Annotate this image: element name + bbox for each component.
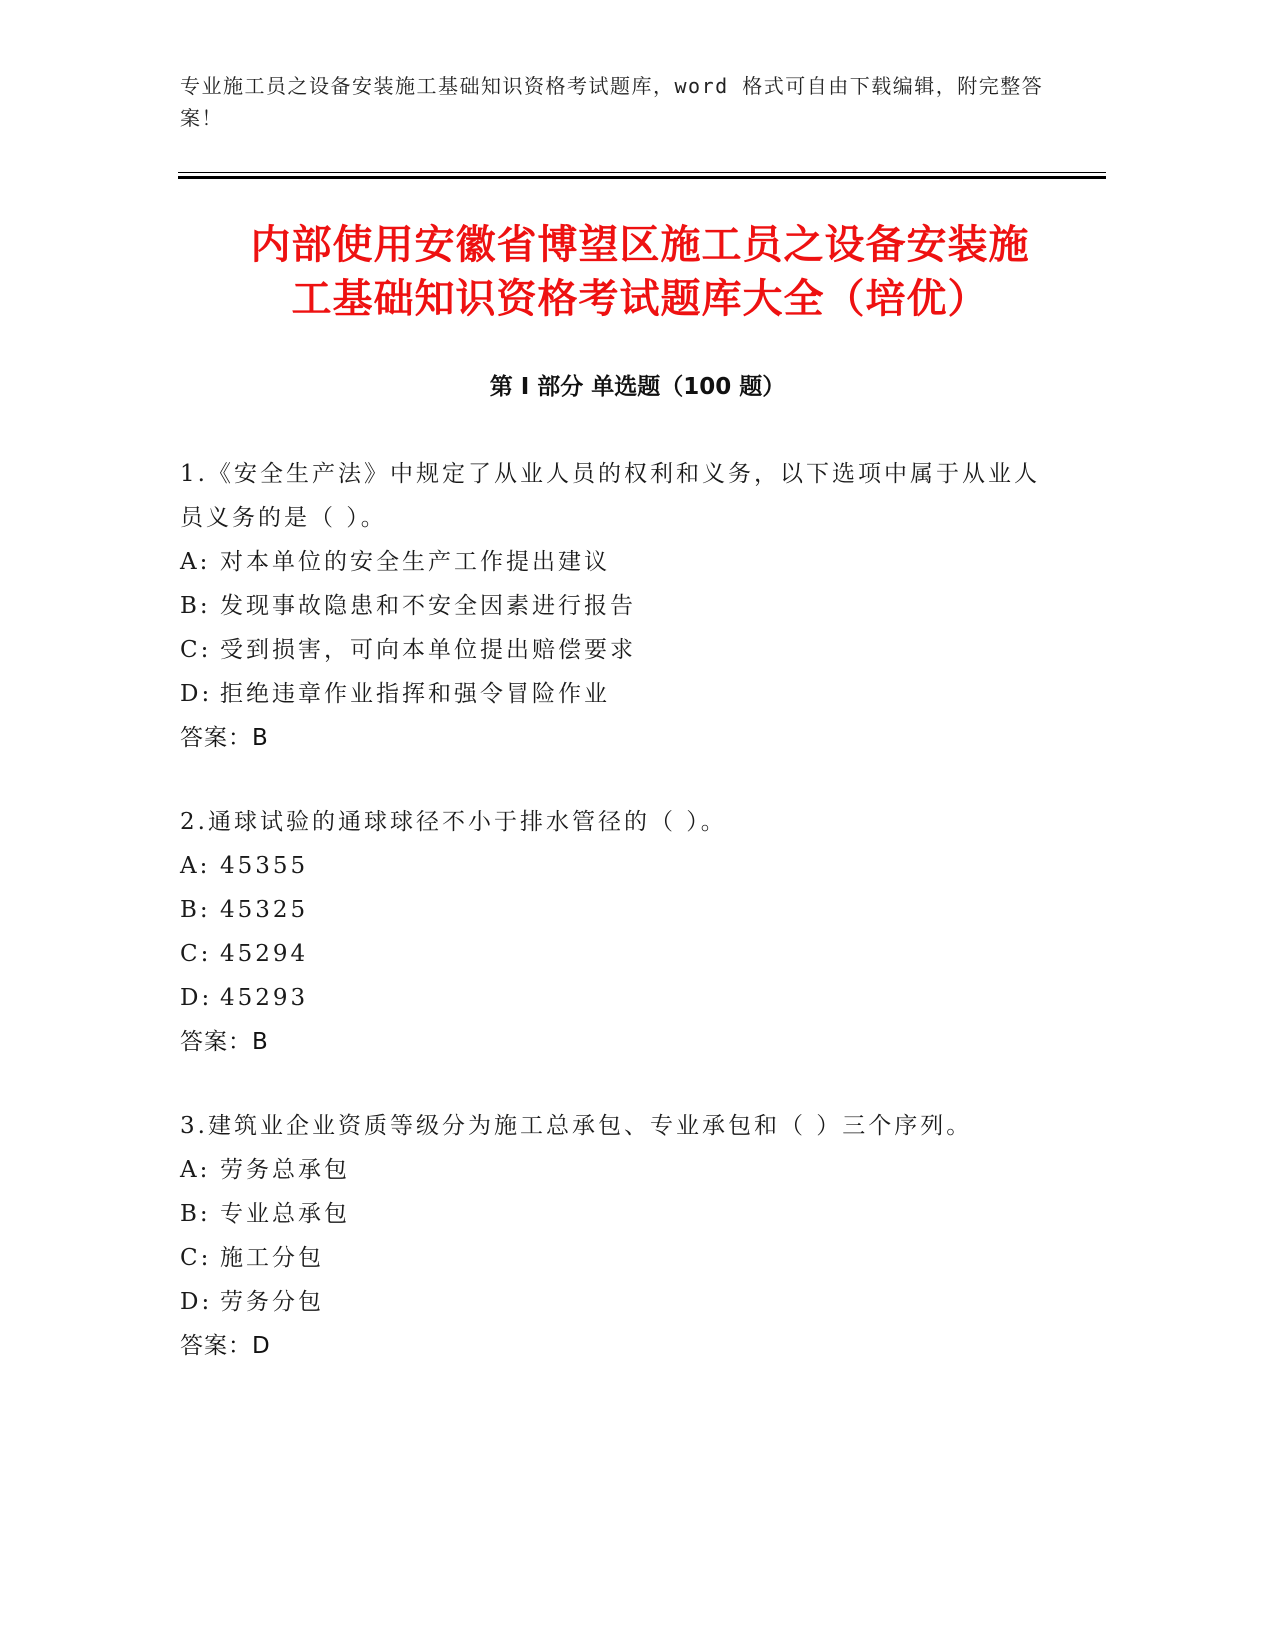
document-title-line-1: 内部使用安徽省博望区施工员之设备安装施: [250, 222, 1030, 268]
question-text: 3.建筑业企业资质等级分为施工总承包、专业承包和（ ）三个序列。: [180, 1113, 973, 1139]
option-text: 45294: [220, 941, 309, 967]
document-title-line-2: 工基础知识资格考试题库大全（培优）: [291, 276, 989, 322]
option-d: [180, 976, 1040, 1020]
option-c: [180, 932, 1040, 976]
option-d: [180, 672, 1040, 716]
option-letter: D:: [180, 681, 213, 707]
option-letter: D:: [180, 985, 213, 1011]
header-rule-thick: [178, 176, 1106, 179]
question-3: [180, 1104, 1040, 1368]
option-text: 45355: [220, 853, 309, 879]
option-letter: A:: [180, 549, 211, 575]
option-c: [180, 1236, 1040, 1280]
question-1: [180, 452, 1040, 760]
option-a: [180, 1148, 1040, 1192]
option-text: 发现事故隐患和不安全因素进行报告: [220, 593, 636, 619]
option-text: 受到损害，可向本单位提出赔偿要求: [220, 637, 636, 663]
answer-line: 答案：D: [180, 1333, 271, 1359]
option-letter: B:: [180, 897, 211, 923]
option-letter: C:: [180, 637, 212, 663]
option-text: 劳务分包: [220, 1289, 324, 1315]
option-text: 专业总承包: [220, 1201, 350, 1227]
option-letter: B:: [180, 1201, 211, 1227]
option-letter: A:: [180, 853, 211, 879]
answer-line: 答案：B: [180, 1029, 269, 1055]
option-letter: D:: [180, 1289, 213, 1315]
document-title: [160, 218, 1120, 326]
option-c: [180, 628, 1040, 672]
option-letter: A:: [180, 1157, 211, 1183]
question-list: [180, 452, 1040, 1408]
question-text: 2.通球试验的通球球径不小于排水管径的（ ）。: [180, 809, 727, 835]
option-text: 拒绝违章作业指挥和强令冒险作业: [220, 681, 610, 707]
option-letter: C:: [180, 1245, 212, 1271]
option-d: [180, 1280, 1040, 1324]
option-b: [180, 888, 1040, 932]
option-text: 45293: [220, 985, 309, 1011]
question-2: [180, 800, 1040, 1064]
answer-line: 答案：B: [180, 725, 269, 751]
option-a: [180, 540, 1040, 584]
option-letter: C:: [180, 941, 212, 967]
option-b: [180, 1192, 1040, 1236]
option-b: [180, 584, 1040, 628]
option-a: [180, 844, 1040, 888]
option-text: 对本单位的安全生产工作提出建议: [220, 549, 610, 575]
header-note: 专业施工员之设备安装施工基础知识资格考试题库，word 格式可自由下载编辑，附完整答案！: [180, 74, 1044, 130]
option-text: 劳务总承包: [220, 1157, 350, 1183]
header-rule-thin: [178, 172, 1106, 173]
option-text: 45325: [220, 897, 309, 923]
option-text: 施工分包: [220, 1245, 324, 1271]
question-text: 1.《安全生产法》中规定了从业人员的权利和义务，以下选项中属于从业人员义务的是（ ）。: [180, 461, 1040, 531]
section-heading: 第 I 部分 单选题（100 题）: [489, 374, 786, 400]
option-letter: B:: [180, 593, 211, 619]
